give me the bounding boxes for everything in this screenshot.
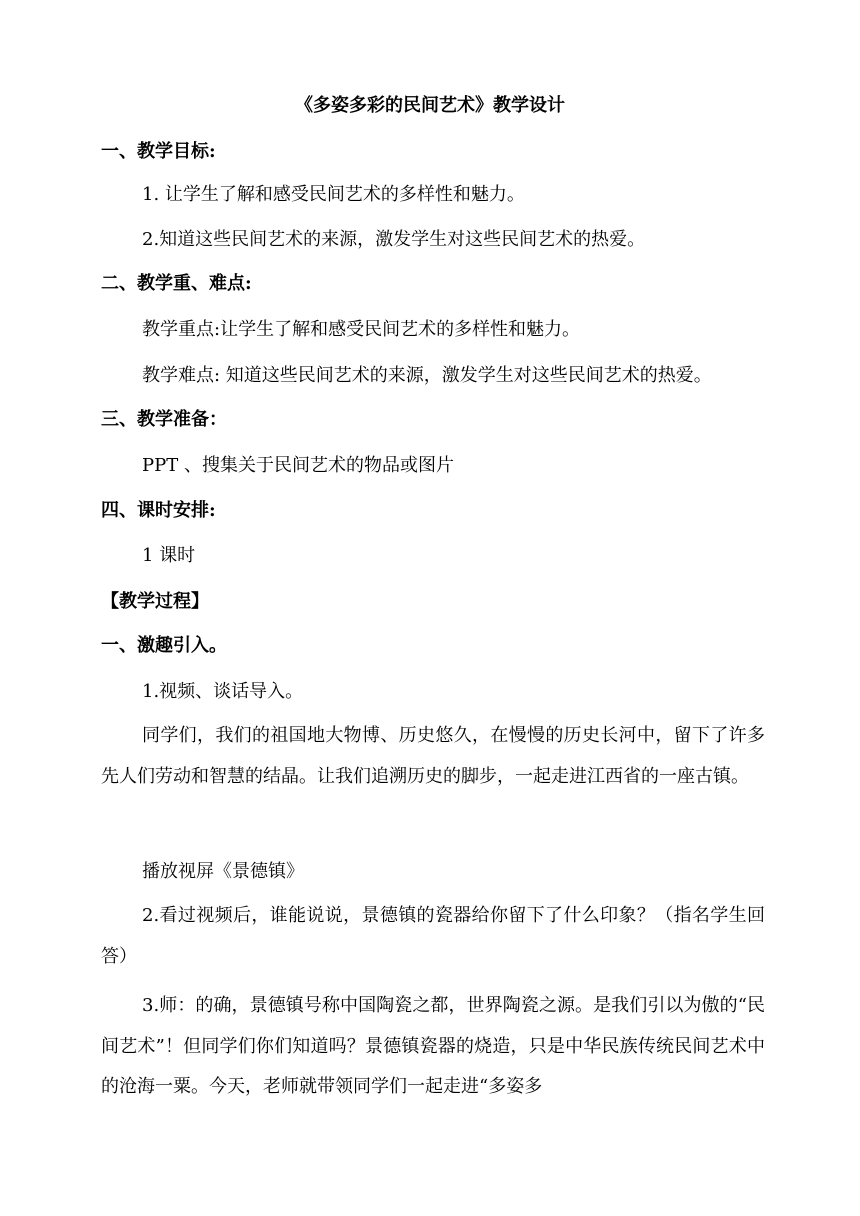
difficulty-item: 教学难点: 知道这些民间艺术的来源，激发学生对这些民间艺术的热爱。 [142,365,712,386]
intro-paragraph: 同学们，我们的祖国地大物博、历史悠久，在慢慢的历史长河中，留下了许多先人们劳动和智慧的结晶。让我们追溯历史的脚步，一起走进江西省的一座古镇。 [101,725,765,787]
section-heading-schedule: 四、课时安排: [101,500,216,521]
goal-item-2: 2.知道这些民间艺术的来源，激发学生对这些民间艺术的热爱。 [142,229,646,250]
section-heading-goals: 一、教学目标: [101,141,216,162]
section-heading-process: 【教学过程】 [101,591,209,612]
section-heading-preparation: 三、教学准备： [101,409,227,430]
process-step-1: 1.视频、谈话导入。 [142,681,304,702]
section-heading-key-points: 二、教学重、难点: [101,273,252,294]
schedule-item: 1 课时 [142,545,196,566]
teacher-paragraph: 3.师：的确，景德镇号称中国陶瓷之都，世界陶瓷之源。是我们引以为傲的“民间艺术”！但同学们你们知道吗？景德镇瓷器的烧造，只是中华民族传统民间艺术中的沧海一粟。今天，老师就带领同学们一起走进“多姿多 [101,995,765,1097]
sub-heading-intro: 一、激趣引入。 [101,635,227,656]
goal-item-1: 1. 让学生了解和感受民间艺术的多样性和魅力。 [142,184,525,205]
play-video-line: 播放视屏《景德镇》 [142,861,304,882]
document-title: 《多姿多彩的民间艺术》教学设计 [295,95,565,116]
key-point-item: 教学重点:让学生了解和感受民间艺术的多样性和魅力。 [142,319,581,340]
question-paragraph: 2.看过视频后，谁能说说，景德镇的瓷器给你留下了什么印象？（指名学生回答） [101,905,765,967]
preparation-item: PPT 、搜集关于民间艺术的物品或图片 [142,455,454,476]
